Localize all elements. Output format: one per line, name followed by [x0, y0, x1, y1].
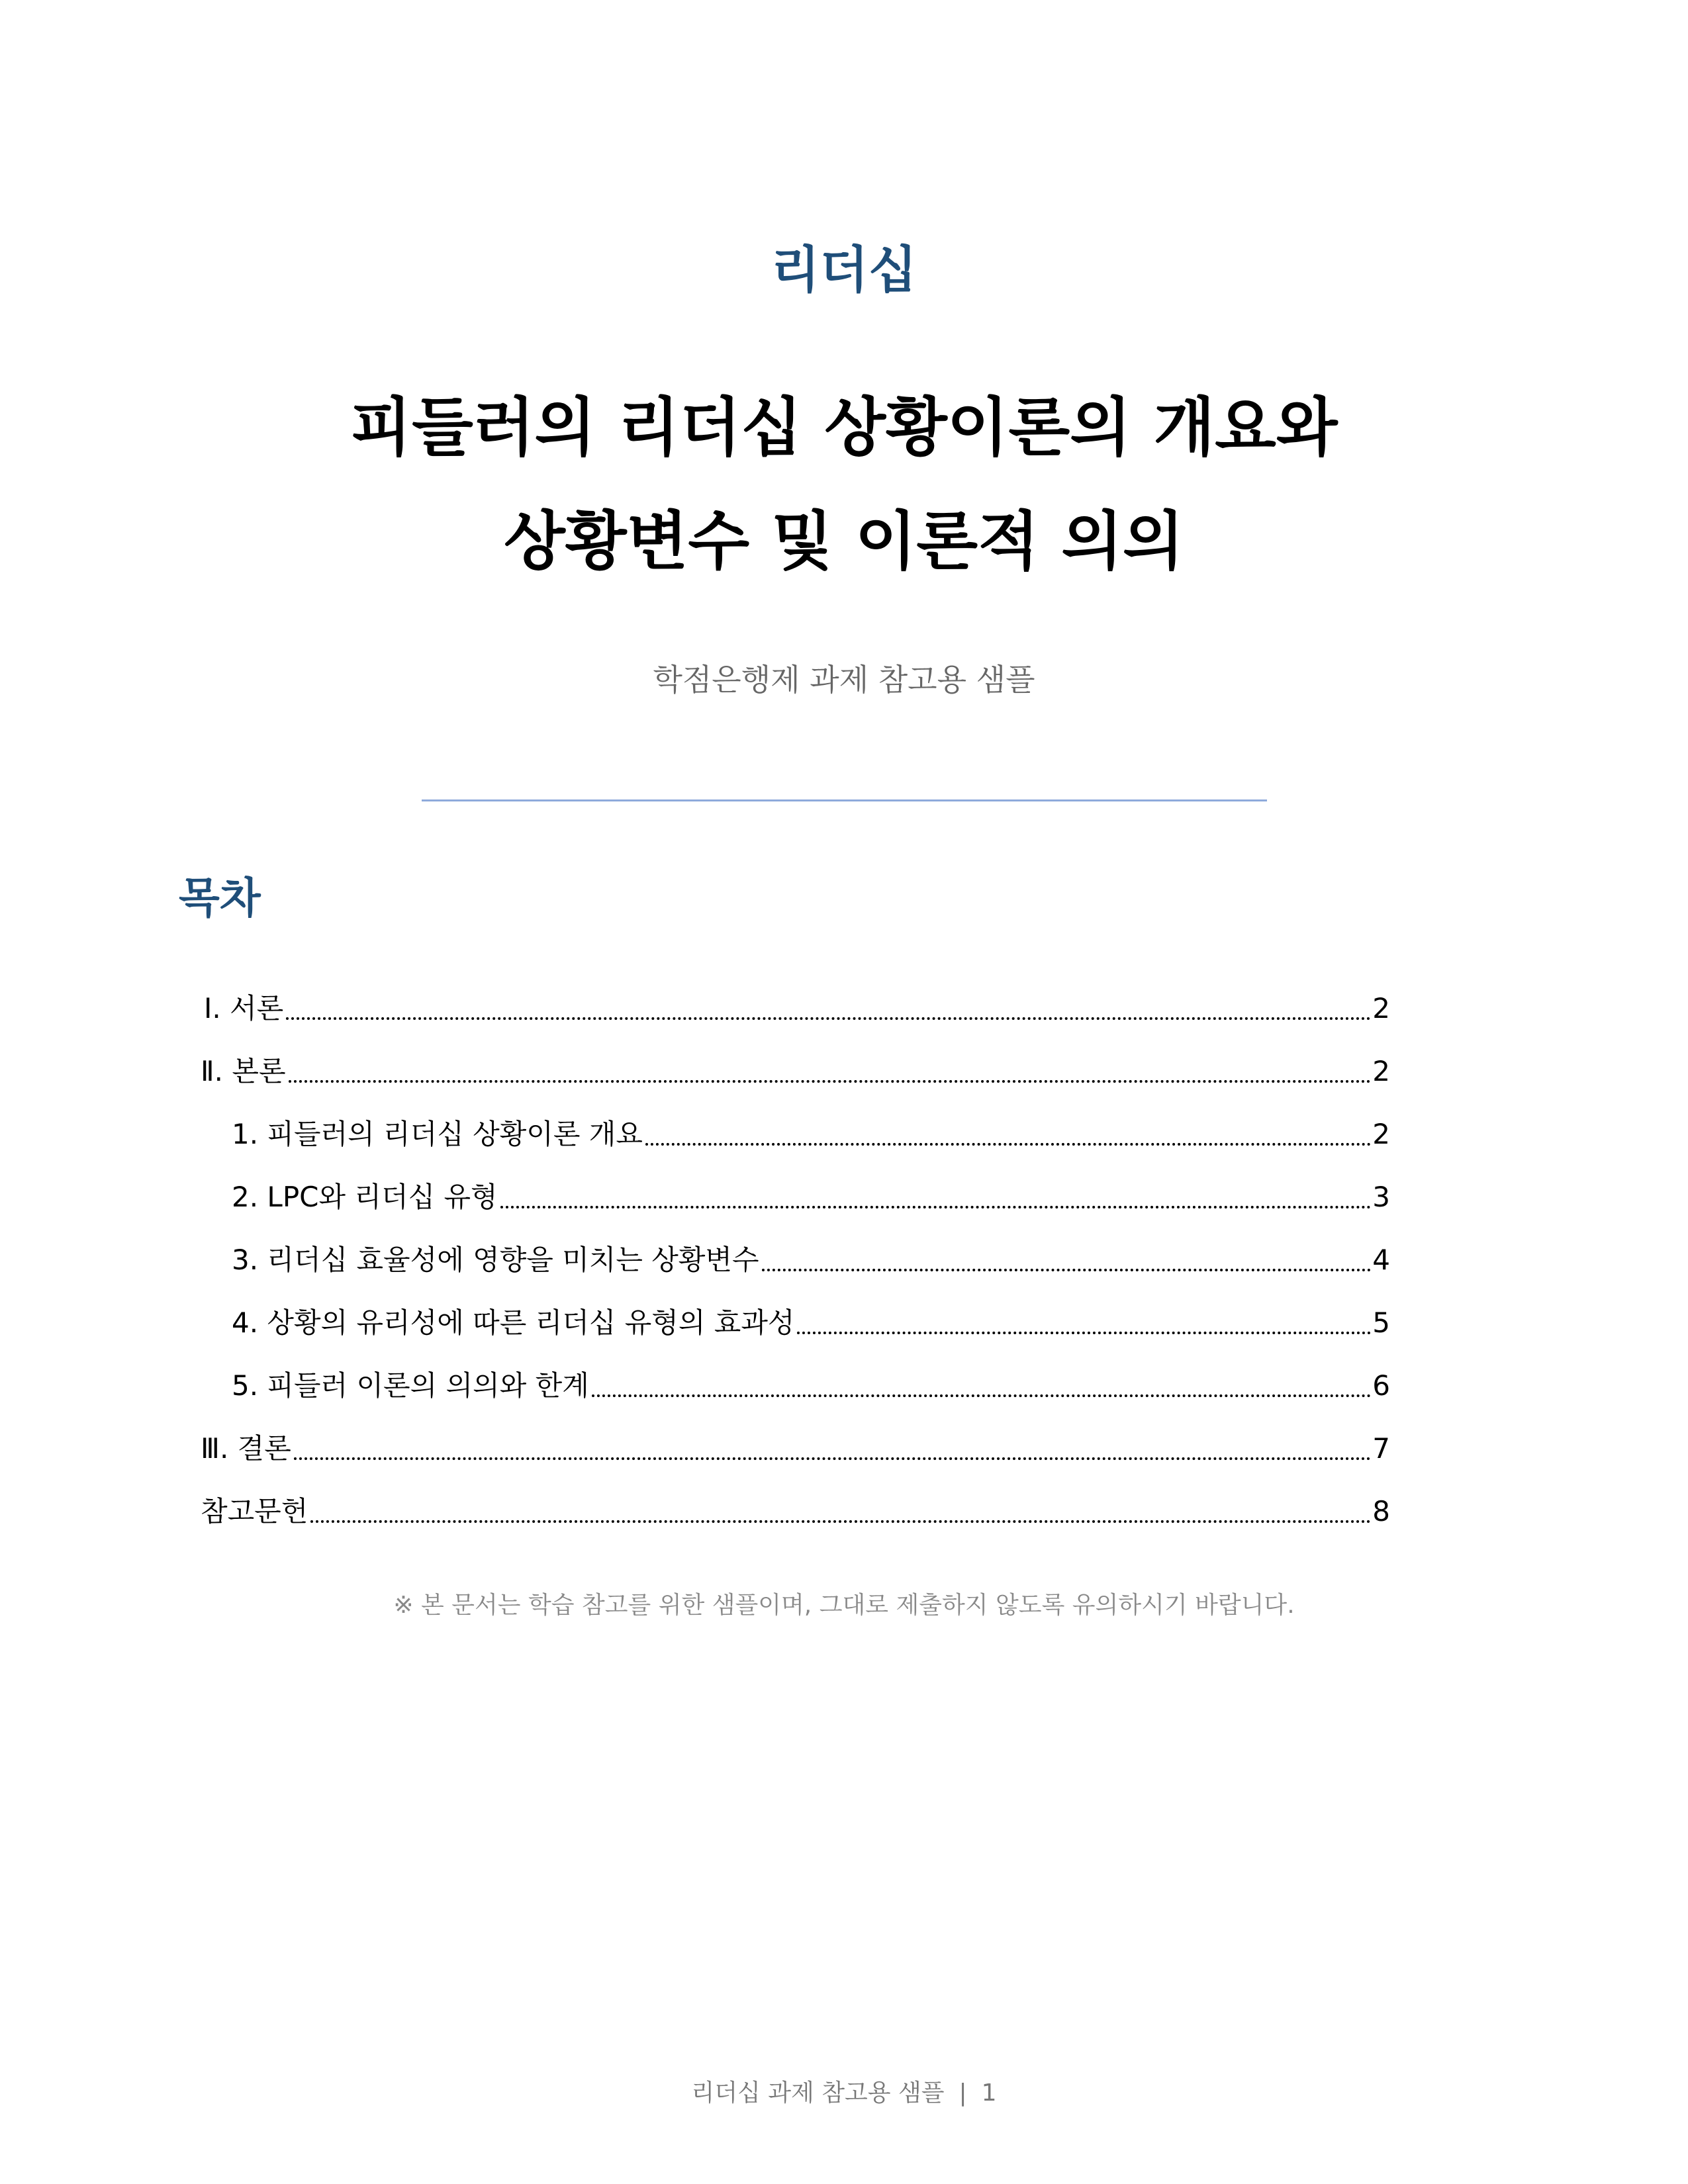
- toc-entry-label: 2. LPC와 리더십 유형: [232, 1181, 498, 1213]
- toc-entry-page: 7: [1372, 1432, 1390, 1465]
- document-title-line-1: 피들러의 리더십 상황이론의 개요와: [350, 390, 1338, 465]
- footer-text: 리더십 과제 참고용 샘플: [691, 2079, 945, 2107]
- toc-entry-section-1[interactable]: [232, 1109, 1390, 1148]
- footer-separator: |: [959, 2079, 967, 2107]
- toc-leader-dots: [797, 1332, 1371, 1334]
- toc-entry-label: 4. 상황의 유리성에 따른 리더십 유형의 효과성: [232, 1306, 795, 1339]
- toc-leader-dots: [294, 1457, 1371, 1460]
- toc-entry-page: 8: [1372, 1495, 1390, 1527]
- toc-entry-label: Ⅰ. 서론: [204, 992, 284, 1024]
- toc-entry-label: 3. 리더십 효율성에 영향을 미치는 상황변수: [232, 1244, 759, 1276]
- toc-entry-section-3[interactable]: [232, 1234, 1390, 1274]
- usage-note: ※ 본 문서는 학습 참고를 위한 샘플이며, 그대로 제출하지 않도록 유의하시기 바랍니다.: [393, 1592, 1295, 1619]
- document-subtitle: 학점은행제 과제 참고용 샘플: [653, 662, 1035, 698]
- toc-entry-label: Ⅱ. 본론: [201, 1055, 286, 1087]
- toc-entry-section-2[interactable]: [232, 1171, 1390, 1211]
- toc-entry-label: 1. 피들러의 리더십 상황이론 개요: [232, 1118, 643, 1150]
- toc-entry-label: 참고문헌: [201, 1495, 308, 1527]
- toc-entry-references[interactable]: [201, 1486, 1390, 1525]
- toc-entry-section-4[interactable]: [232, 1297, 1390, 1337]
- toc-entry-page: 2: [1372, 1118, 1390, 1150]
- footer-page-number: 1: [981, 2079, 997, 2107]
- page-footer: [0, 2081, 1688, 2105]
- toc-leader-dots: [310, 1520, 1371, 1523]
- toc-entry-page: 3: [1372, 1181, 1390, 1213]
- toc-entry-introduction[interactable]: [204, 983, 1390, 1023]
- toc-leader-dots: [645, 1143, 1371, 1146]
- toc-entry-label: 5. 피들러 이론의 의의와 한계: [232, 1369, 589, 1402]
- document-subject: 리더십: [771, 240, 917, 299]
- toc-entry-page: 5: [1372, 1306, 1390, 1339]
- toc-entry-page: 2: [1372, 1055, 1390, 1087]
- toc-leader-dots: [286, 1017, 1371, 1020]
- toc-heading: 목차: [179, 874, 261, 923]
- toc-leader-dots: [762, 1269, 1372, 1271]
- toc-leader-dots: [592, 1394, 1371, 1397]
- toc-entry-page: 2: [1372, 992, 1390, 1024]
- toc-entry-section-5[interactable]: [232, 1360, 1390, 1400]
- toc-entry-conclusion[interactable]: [201, 1423, 1390, 1463]
- toc-entry-label: Ⅲ. 결론: [201, 1432, 291, 1465]
- toc-leader-dots: [289, 1080, 1372, 1083]
- document-title-line-2: 상황변수 및 이론적 의의: [504, 504, 1184, 578]
- toc-entry-page: 6: [1372, 1369, 1390, 1402]
- toc-entry-page: 4: [1372, 1244, 1390, 1276]
- toc-entry-body[interactable]: [201, 1046, 1390, 1085]
- toc-leader-dots: [500, 1206, 1372, 1208]
